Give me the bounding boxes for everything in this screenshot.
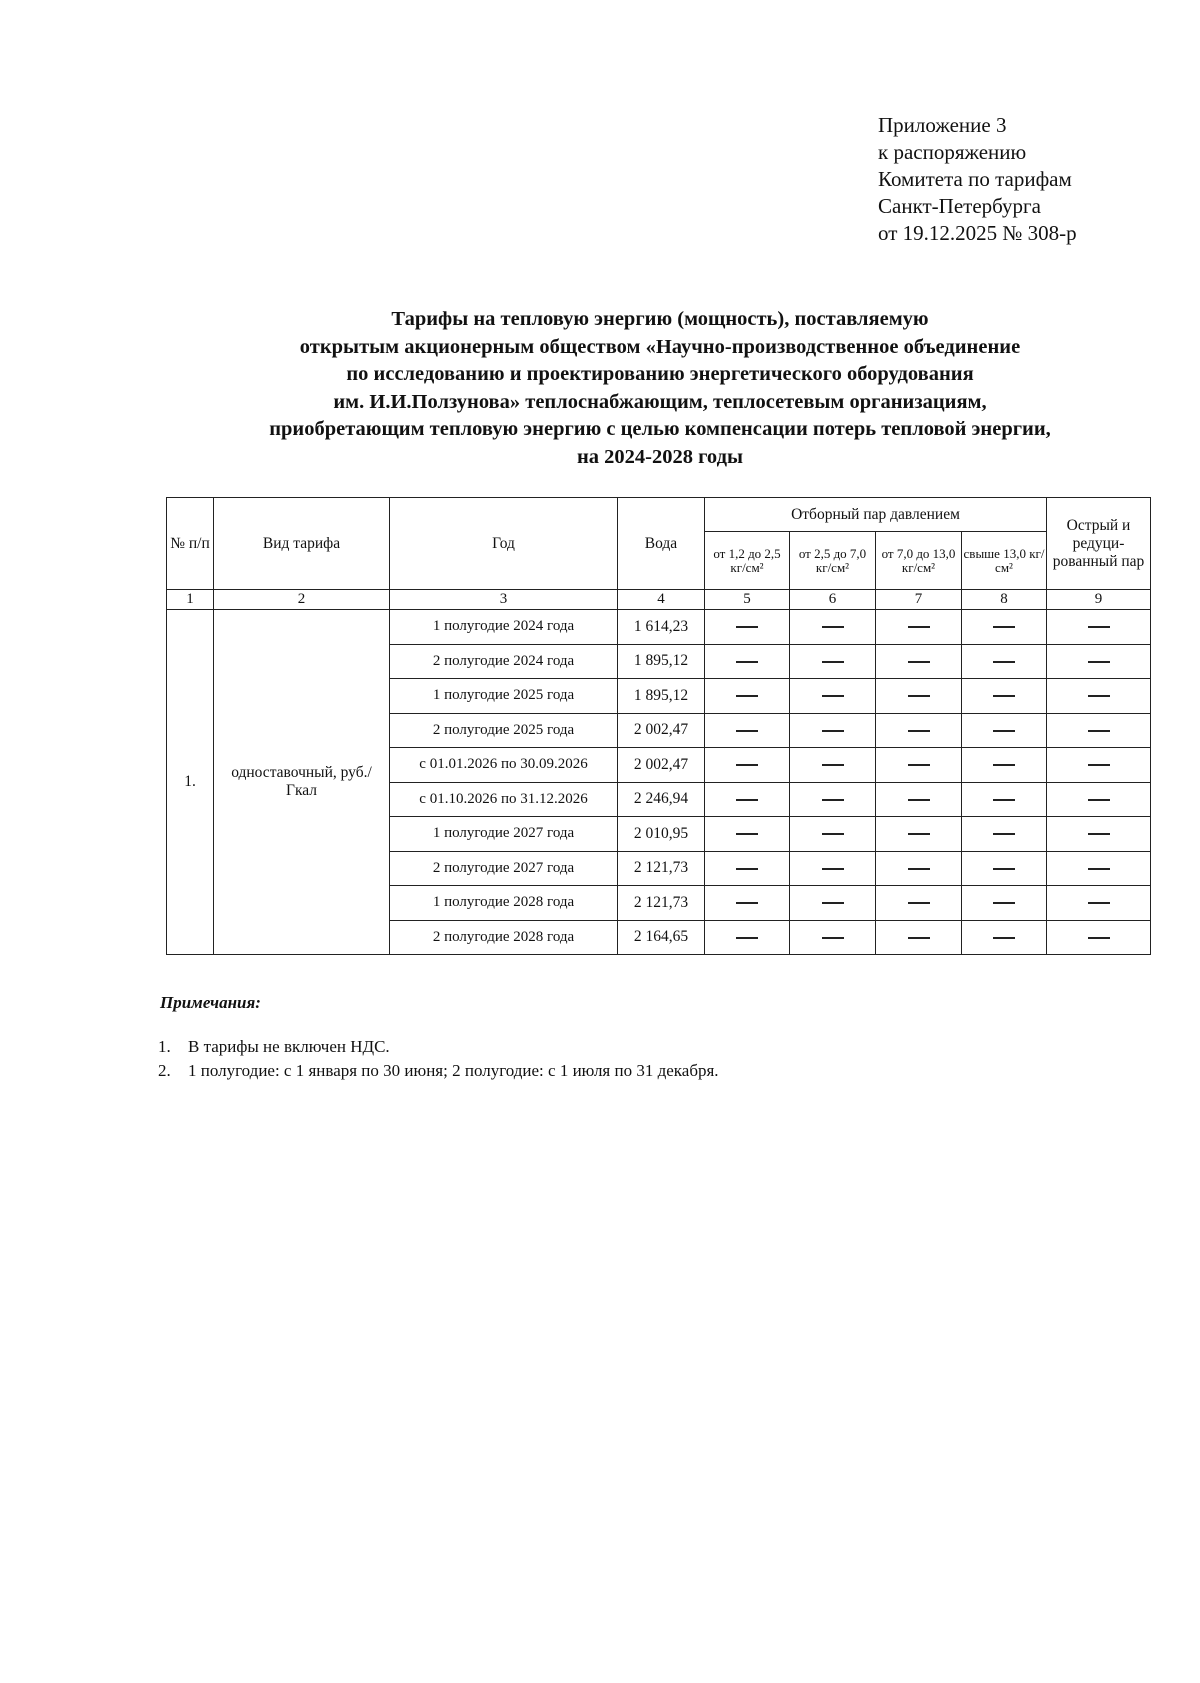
row-number: 1.	[167, 610, 214, 955]
dash-mark	[822, 902, 844, 904]
empty-value-cell	[790, 644, 876, 679]
empty-value-cell	[705, 748, 790, 783]
water-tariff-cell: 2 002,47	[618, 713, 705, 748]
column-number: 5	[705, 590, 790, 610]
empty-value-cell	[1047, 713, 1151, 748]
period-cell: с 01.10.2026 по 31.12.2026	[390, 782, 618, 817]
title-line: по исследованию и проектированию энергетического оборудования	[346, 363, 974, 385]
notes-title: Примечания:	[160, 993, 261, 1012]
dash-mark	[736, 902, 758, 904]
empty-value-cell	[962, 748, 1047, 783]
header-tariff-type: Вид тарифа	[214, 498, 390, 590]
empty-value-cell	[876, 886, 962, 921]
empty-value-cell	[790, 748, 876, 783]
dash-mark	[822, 868, 844, 870]
dash-mark	[1088, 902, 1110, 904]
header-water: Вода	[618, 498, 705, 590]
column-number: 6	[790, 590, 876, 610]
dash-mark	[993, 730, 1015, 732]
empty-value-cell	[962, 610, 1047, 645]
empty-value-cell	[705, 817, 790, 852]
tariff-type-cell: одноставочный, руб./Гкал	[214, 610, 390, 955]
header-steam-4: свыше 13,0 кг/см²	[962, 532, 1047, 590]
empty-value-cell	[705, 713, 790, 748]
water-tariff-cell: 2 010,95	[618, 817, 705, 852]
column-number: 9	[1047, 590, 1151, 610]
dash-mark	[736, 730, 758, 732]
period-cell: 1 полугодие 2028 года	[390, 886, 618, 921]
dash-mark	[822, 626, 844, 628]
dash-mark	[908, 902, 930, 904]
column-number: 8	[962, 590, 1047, 610]
header-sharp-steam	[1047, 498, 1151, 590]
dash-mark	[736, 799, 758, 801]
dash-mark	[993, 937, 1015, 939]
title-line: на 2024-2028 годы	[577, 445, 743, 468]
dash-mark	[1088, 868, 1110, 870]
dash-mark	[908, 695, 930, 697]
empty-value-cell	[790, 610, 876, 645]
empty-value-cell	[1047, 851, 1151, 886]
empty-value-cell	[790, 886, 876, 921]
period-cell: 1 полугодие 2025 года	[390, 679, 618, 714]
empty-value-cell	[1047, 817, 1151, 852]
column-number: 1	[167, 590, 214, 610]
empty-value-cell	[962, 713, 1047, 748]
water-tariff-cell: 1 895,12	[618, 644, 705, 679]
dash-mark	[993, 764, 1015, 766]
note-text: 1 полугодие: с 1 января по 30 июня; 2 полугодие: с 1 июля по 31 декабря.	[188, 1061, 719, 1080]
dash-mark	[993, 799, 1015, 801]
water-tariff-cell: 2 121,73	[618, 851, 705, 886]
empty-value-cell	[790, 851, 876, 886]
column-number: 2	[214, 590, 390, 610]
title-line: им. И.И.Ползунова» теплоснабжающим, теплосетевым организациям,	[333, 390, 987, 413]
title-line: приобретающим тепловую энергию с целью компенсации потерь тепловой энергии,	[269, 418, 1051, 440]
empty-value-cell	[962, 851, 1047, 886]
empty-value-cell	[962, 886, 1047, 921]
period-cell: 2 полугодие 2025 года	[390, 713, 618, 748]
empty-value-cell	[1047, 920, 1151, 955]
empty-value-cell	[1047, 748, 1151, 783]
dash-mark	[908, 799, 930, 801]
note-number: 1.	[158, 1037, 171, 1056]
header-steam-3: от 7,0 до 13,0 кг/см²	[876, 532, 962, 590]
header-steam-1: от 1,2 до 2,5 кг/см²	[705, 532, 790, 590]
appendix-line: Комитета по тарифам	[878, 167, 1072, 191]
table-row	[167, 610, 1151, 645]
empty-value-cell	[962, 817, 1047, 852]
dash-mark	[908, 868, 930, 870]
empty-value-cell	[876, 851, 962, 886]
empty-value-cell	[876, 817, 962, 852]
empty-value-cell	[790, 679, 876, 714]
dash-mark	[993, 695, 1015, 697]
empty-value-cell	[790, 920, 876, 955]
dash-mark	[822, 799, 844, 801]
notes-list	[158, 1035, 719, 1083]
empty-value-cell	[705, 644, 790, 679]
column-number-row	[167, 590, 1151, 610]
dash-mark	[993, 661, 1015, 663]
dash-mark	[736, 764, 758, 766]
water-tariff-cell: 2 002,47	[618, 748, 705, 783]
dash-mark	[993, 626, 1015, 628]
dash-mark	[1088, 626, 1110, 628]
dash-mark	[1088, 764, 1110, 766]
dash-mark	[736, 661, 758, 663]
dash-mark	[908, 661, 930, 663]
water-tariff-cell: 2 246,94	[618, 782, 705, 817]
empty-value-cell	[1047, 644, 1151, 679]
header-steam-group: Отборный пар давлением	[705, 498, 1047, 532]
dash-mark	[1088, 937, 1110, 939]
water-tariff-cell: 1 614,23	[618, 610, 705, 645]
dash-mark	[908, 626, 930, 628]
dash-mark	[822, 695, 844, 697]
empty-value-cell	[1047, 782, 1151, 817]
empty-value-cell	[705, 851, 790, 886]
appendix-reference	[878, 112, 1077, 247]
empty-value-cell	[1047, 610, 1151, 645]
dash-mark	[736, 833, 758, 835]
document-title	[150, 306, 1170, 471]
dash-mark	[822, 661, 844, 663]
header-year: Год	[390, 498, 618, 590]
appendix-line: Санкт-Петербурга	[878, 194, 1041, 218]
tariff-table	[166, 497, 1151, 955]
empty-value-cell	[705, 920, 790, 955]
empty-value-cell	[962, 644, 1047, 679]
period-cell: 2 полугодие 2024 года	[390, 644, 618, 679]
dash-mark	[822, 833, 844, 835]
dash-mark	[908, 833, 930, 835]
column-number: 7	[876, 590, 962, 610]
empty-value-cell	[876, 782, 962, 817]
empty-value-cell	[876, 748, 962, 783]
dash-mark	[736, 626, 758, 628]
dash-mark	[1088, 661, 1110, 663]
empty-value-cell	[876, 679, 962, 714]
dash-mark	[736, 868, 758, 870]
empty-value-cell	[876, 713, 962, 748]
dash-mark	[1088, 799, 1110, 801]
dash-mark	[908, 730, 930, 732]
empty-value-cell	[1047, 679, 1151, 714]
period-cell: 2 полугодие 2028 года	[390, 920, 618, 955]
dash-mark	[1088, 695, 1110, 697]
empty-value-cell	[1047, 886, 1151, 921]
note-text: В тарифы не включен НДС.	[188, 1037, 390, 1056]
header-sharp-steam-text: Острый и редуци-рованный пар	[1052, 516, 1145, 570]
empty-value-cell	[790, 817, 876, 852]
empty-value-cell	[876, 920, 962, 955]
note-item	[158, 1059, 719, 1083]
water-tariff-cell: 1 895,12	[618, 679, 705, 714]
empty-value-cell	[962, 782, 1047, 817]
appendix-line: от 19.12.2025 № 308-р	[878, 221, 1077, 245]
empty-value-cell	[705, 610, 790, 645]
header-num-text: № п/п	[170, 534, 210, 552]
header-num	[167, 498, 214, 590]
column-number: 3	[390, 590, 618, 610]
empty-value-cell	[962, 920, 1047, 955]
period-cell: с 01.01.2026 по 30.09.2026	[390, 748, 618, 783]
dash-mark	[736, 695, 758, 697]
dash-mark	[993, 902, 1015, 904]
dash-mark	[822, 937, 844, 939]
appendix-line: Приложение 3	[878, 113, 1007, 137]
dash-mark	[908, 937, 930, 939]
period-cell: 1 полугодие 2027 года	[390, 817, 618, 852]
empty-value-cell	[705, 679, 790, 714]
dash-mark	[908, 764, 930, 766]
water-tariff-cell: 2 121,73	[618, 886, 705, 921]
empty-value-cell	[876, 644, 962, 679]
dash-mark	[822, 764, 844, 766]
empty-value-cell	[705, 782, 790, 817]
dash-mark	[1088, 730, 1110, 732]
column-number: 4	[618, 590, 705, 610]
empty-value-cell	[876, 610, 962, 645]
dash-mark	[993, 868, 1015, 870]
period-cell: 1 полугодие 2024 года	[390, 610, 618, 645]
empty-value-cell	[790, 782, 876, 817]
dash-mark	[1088, 833, 1110, 835]
note-item	[158, 1035, 719, 1059]
title-line: открытым акционерным обществом «Научно-производственное объединение	[299, 335, 1021, 358]
dash-mark	[736, 937, 758, 939]
dash-mark	[822, 730, 844, 732]
period-cell: 2 полугодие 2027 года	[390, 851, 618, 886]
appendix-line: к распоряжению	[878, 140, 1027, 164]
water-tariff-cell: 2 164,65	[618, 920, 705, 955]
dash-mark	[993, 833, 1015, 835]
note-number: 2.	[158, 1061, 171, 1080]
title-line: Тарифы на тепловую энергию (мощность), поставляемую	[391, 308, 929, 330]
empty-value-cell	[962, 679, 1047, 714]
header-steam-2: от 2,5 до 7,0 кг/см²	[790, 532, 876, 590]
empty-value-cell	[705, 886, 790, 921]
empty-value-cell	[790, 713, 876, 748]
